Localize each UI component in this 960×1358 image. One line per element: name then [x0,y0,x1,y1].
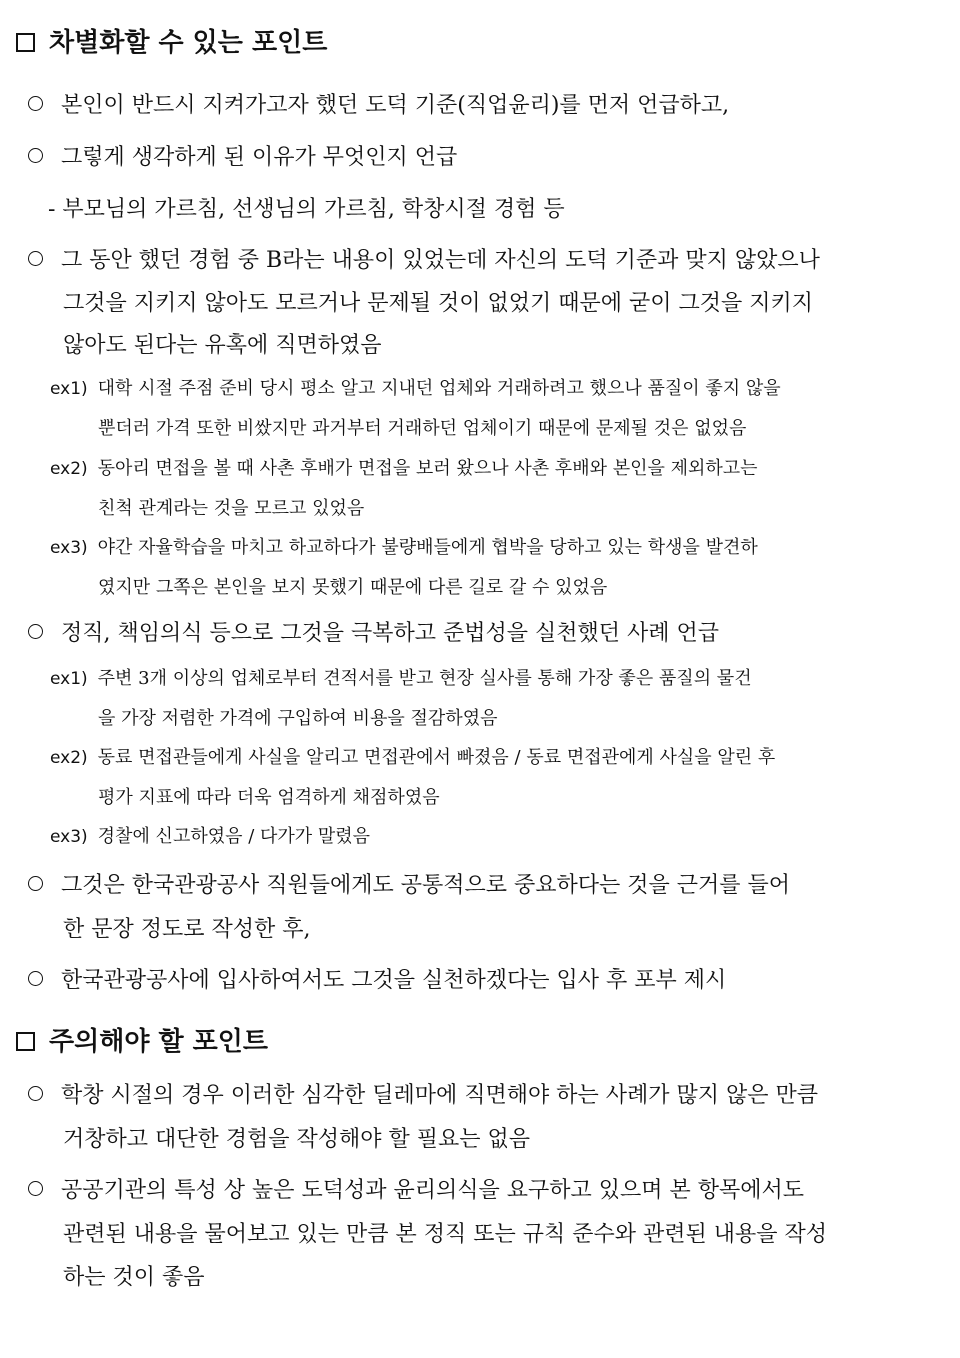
bullet-continuation: 않아도 된다는 유혹에 직면하였음 [63,333,382,358]
section-title: 차별화할 수 있는 포인트 [49,28,328,58]
bullet-text: 학창 시절의 경우 이러한 심각한 딜레마에 직면해야 하는 사례가 많지 않은 만큼 [61,1083,818,1108]
example-item [50,374,781,400]
example-item [50,664,752,690]
example-continuation: 친척 관계라는 것을 모르고 있었음 [98,498,365,519]
bullet-continuation: 관련된 내용을 물어보고 있는 만큼 본 정직 또는 규칙 준수와 관련된 내용을 작성 [63,1222,827,1247]
section-heading-caution [16,1021,268,1058]
bullet-continuation: 거창하고 대단한 경험을 작성해야 할 필요는 없음 [63,1127,531,1152]
bullet-text: 그것은 한국관광공사 직원들에게도 공통적으로 중요하다는 것을 근거를 들어 [61,873,791,898]
circle-bullet-icon [28,624,43,639]
example-text: 주변 3개 이상의 업체로부터 견적서를 받고 현장 실사를 통해 가장 좋은 품질의 물건 [97,668,752,689]
example-text: 경찰에 신고하였음 / 다가가 말렸음 [97,826,371,847]
bullet-item [28,243,820,274]
checkbox-square-icon [16,33,35,52]
example-label: ex2) [50,748,88,768]
section-heading-differentiation [16,22,327,59]
bullet-item [28,616,719,647]
bullet-text: 한국관광공사에 입사하여서도 그것을 실천하겠다는 입사 후 포부 제시 [61,968,727,993]
example-continuation: 뿐더러 가격 또한 비쌌지만 과거부터 거래하던 업체이기 때문에 문제될 것은 없었음 [98,418,747,439]
bullet-item [28,88,729,119]
bullet-text: 그렇게 생각하게 된 이유가 무엇인지 언급 [61,145,458,170]
section-title: 주의해야 할 포인트 [49,1027,269,1057]
bullet-item [28,140,457,171]
bullet-text: 그 동안 했던 경험 중 B라는 내용이 있었는데 자신의 도덕 기준과 맞지 않았으나 [61,248,820,273]
example-item [50,533,758,559]
example-continuation: 을 가장 저렴한 가격에 구입하여 비용을 절감하였음 [98,708,498,729]
circle-bullet-icon [28,96,43,111]
dash-sub-item: - 부모님의 가르침, 선생님의 가르침, 학창시절 경험 등 [48,197,565,222]
example-text: 동료 면접관들에게 사실을 알리고 면접관에서 빠졌음 / 동료 면접관에게 사실을 알린 후 [97,747,776,768]
example-item [50,743,775,769]
example-label: ex3) [50,538,88,558]
bullet-item [28,1173,804,1204]
bullet-text: 정직, 책임의식 등으로 그것을 극복하고 준법성을 실천했던 사례 언급 [61,621,719,646]
example-label: ex3) [50,827,88,847]
circle-bullet-icon [28,876,43,891]
bullet-text: 공공기관의 특성 상 높은 도덕성과 윤리의식을 요구하고 있으며 본 항목에서도 [61,1178,805,1203]
example-item [50,822,370,848]
bullet-item [28,1078,818,1109]
example-text: 야간 자율학습을 마치고 하교하다가 불량배들에게 협박을 당하고 있는 학생을 발견하 [97,537,758,558]
example-label: ex1) [50,669,88,689]
example-label: ex1) [50,379,88,399]
example-label: ex2) [50,459,88,479]
circle-bullet-icon [28,971,43,986]
bullet-continuation: 한 문장 정도로 작성한 후, [63,917,311,942]
bullet-continuation: 하는 것이 좋음 [63,1265,205,1290]
bullet-item [28,963,726,994]
circle-bullet-icon [28,148,43,163]
example-continuation: 였지만 그쪽은 본인을 보지 못했기 때문에 다른 길로 갈 수 있었음 [98,577,608,598]
circle-bullet-icon [28,251,43,266]
example-item [50,454,758,480]
example-text: 대학 시절 주점 준비 당시 평소 알고 지내던 업체와 거래하려고 했으나 품질이 좋지 않을 [97,378,781,399]
circle-bullet-icon [28,1086,43,1101]
circle-bullet-icon [28,1181,43,1196]
example-continuation: 평가 지표에 따라 더욱 엄격하게 채점하였음 [98,787,440,808]
checkbox-square-icon [16,1032,35,1051]
bullet-text: 본인이 반드시 지켜가고자 했던 도덕 기준(직업윤리)를 먼저 언급하고, [61,93,730,118]
example-text: 동아리 면접을 볼 때 사촌 후배가 면접을 보러 왔으나 사촌 후배와 본인을 제외하고는 [97,458,758,479]
bullet-item [28,868,790,899]
bullet-continuation: 그것을 지키지 않아도 모르거나 문제될 것이 없었기 때문에 굳이 그것을 지키지 [63,291,813,316]
